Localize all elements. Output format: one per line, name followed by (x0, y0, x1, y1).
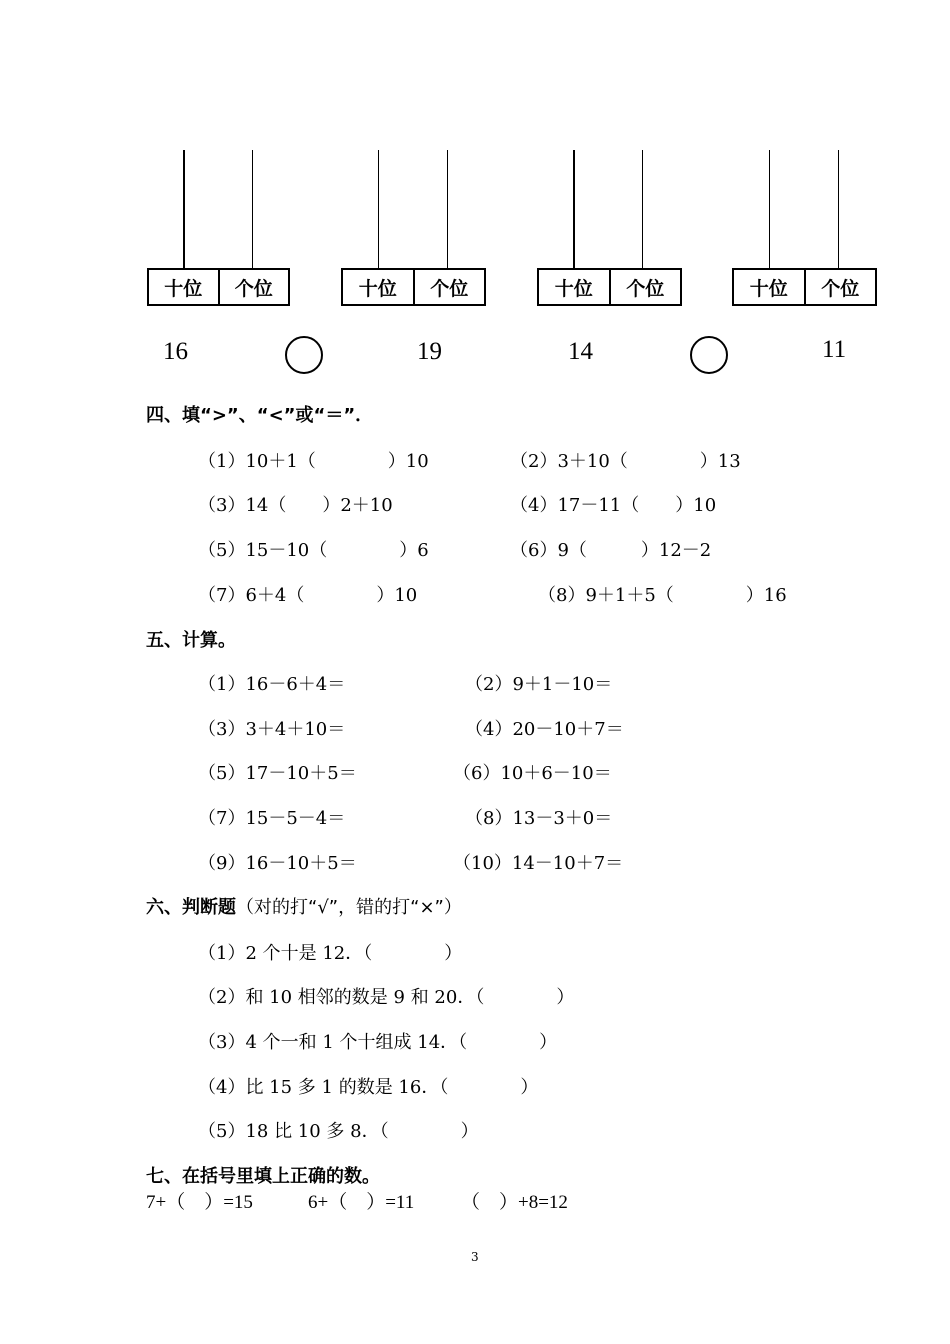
compare-item: （3）14（ ）2＋10 (198, 495, 393, 516)
compare-circle[interactable] (285, 336, 323, 374)
place-value-box (732, 268, 877, 306)
abacus-number: 14 (568, 338, 593, 365)
ones-label: 个位 (804, 270, 876, 304)
calc-item: （5）17－10＋5＝ (198, 763, 357, 784)
section-5-title: 五、计算。 (146, 630, 236, 651)
ones-label: 个位 (218, 270, 289, 304)
tens-label: 十位 (749, 277, 788, 300)
judge-item: （5）18 比 10 多 8．（ ） (198, 1121, 479, 1142)
calc-item: （1）16－6＋4＝ (198, 674, 346, 695)
abacus-rod-ones (447, 150, 448, 268)
fill-item: 7+（ ）=15 (146, 1192, 253, 1213)
compare-item: （1）10＋1（ ）10 (198, 451, 429, 472)
calc-item: （9）16－10＋5＝ (198, 853, 357, 874)
abacus-number: 19 (417, 338, 442, 365)
page-number: 3 (471, 1250, 479, 1264)
compare-circle[interactable] (690, 336, 728, 374)
abacus-rod-ones (838, 150, 839, 268)
ones-label: 个位 (609, 270, 681, 304)
abacus-number: 16 (163, 338, 188, 365)
section-6-title-bold: 六、判断题 (146, 897, 236, 918)
judge-item: （2）和 10 相邻的数是 9 和 20．（ ） (198, 987, 575, 1008)
compare-item: （8）9＋1＋5（ ）16 (538, 585, 787, 606)
calc-item: （2）9＋1－10＝ (465, 674, 613, 695)
abacus-rod-tens (183, 150, 185, 268)
section-4-title: 四、填“>”、“<”或“＝”． (146, 405, 374, 426)
compare-item: （4）17－11（ ）10 (510, 495, 717, 516)
judge-item: （1）2 个十是 12．（ ） (198, 943, 463, 964)
calc-item: （10）14－10＋7＝ (453, 853, 624, 874)
abacus-rod-ones (642, 150, 643, 268)
place-value-box (341, 268, 486, 306)
section-7-title: 七、在括号里填上正确的数。 (146, 1166, 380, 1187)
compare-item: （6）9（ ）12－2 (510, 540, 712, 561)
section-6-title (146, 893, 462, 919)
abacus-rod-ones (252, 150, 253, 268)
abacus-rod-tens (769, 150, 770, 268)
abacus-number: 11 (822, 336, 847, 363)
compare-item: （2）3＋10（ ）13 (510, 451, 741, 472)
calc-item: （6）10＋6－10＝ (453, 763, 612, 784)
calc-item: （8）13－3＋0＝ (465, 808, 613, 829)
tens-label: 十位 (164, 277, 203, 300)
calc-item: （4）20－10＋7＝ (465, 719, 624, 740)
judge-item: （4）比 15 多 1 的数是 16．（ ） (198, 1077, 539, 1098)
place-value-box (537, 268, 682, 306)
fill-item: 6+（ ）=11 (308, 1192, 415, 1213)
section-6-title-note: （对的打“√”，错的打“×”） (236, 897, 462, 918)
judge-item: （3）4 个一和 1 个十组成 14．（ ） (198, 1032, 558, 1053)
compare-item: （7）6＋4（ ）10 (198, 585, 418, 606)
abacus-rod-tens (378, 150, 379, 268)
calc-item: （3）3＋4＋10＝ (198, 719, 346, 740)
calc-item: （7）15－5－4＝ (198, 808, 346, 829)
tens-label: 十位 (358, 277, 397, 300)
place-value-box (147, 268, 290, 306)
fill-item: （ ）+8=12 (461, 1192, 568, 1213)
abacus-rod-tens (573, 150, 575, 268)
ones-label: 个位 (413, 270, 485, 304)
compare-item: （5）15－10（ ）6 (198, 540, 429, 561)
tens-label: 十位 (554, 277, 593, 300)
